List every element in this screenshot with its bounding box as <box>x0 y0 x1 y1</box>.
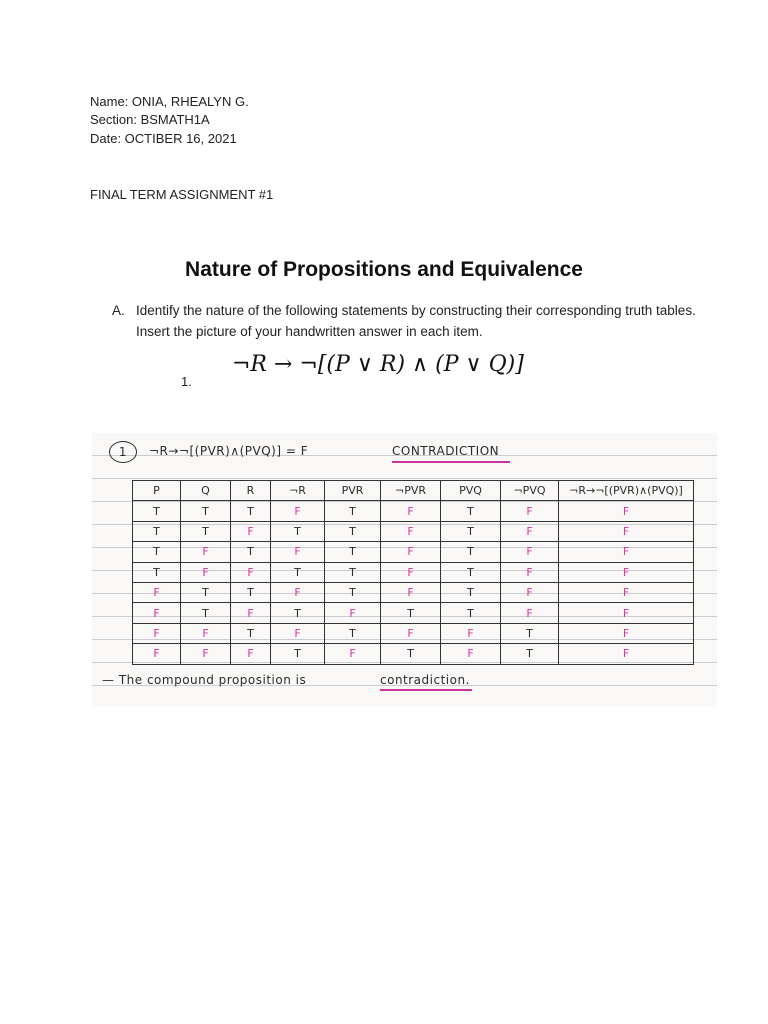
table-cell: T <box>181 582 231 602</box>
table-row <box>133 603 694 623</box>
table-cell: T <box>441 521 501 541</box>
table-cell: F <box>181 542 231 562</box>
table-cell: T <box>133 542 181 562</box>
instruction-text: Identify the nature of the following statements by constructing their corresponding truth tables. Insert the picture of your handwritten answer in each item. <box>136 303 696 339</box>
table-cell: F <box>381 501 441 521</box>
table-cell: T <box>441 542 501 562</box>
handwritten-heading: ¬R→¬[(PVR)∧(PVQ)] = F <box>149 444 309 458</box>
table-row <box>133 644 694 664</box>
table-cell: F <box>133 623 181 643</box>
instruction-label: A. <box>112 303 125 318</box>
column-header: ¬R→¬[(PVR)∧(PVQ)] <box>559 481 694 501</box>
table-cell: T <box>133 562 181 582</box>
table-cell: T <box>271 644 325 664</box>
table-cell: F <box>181 623 231 643</box>
table-cell: F <box>381 542 441 562</box>
column-header: PVQ <box>441 481 501 501</box>
table-cell: T <box>271 603 325 623</box>
column-header: P <box>133 481 181 501</box>
page-title: Nature of Propositions and Equivalence <box>185 258 583 281</box>
table-cell: F <box>181 562 231 582</box>
table-cell: T <box>231 582 271 602</box>
table-cell: F <box>271 582 325 602</box>
table-cell: F <box>441 644 501 664</box>
table-cell: F <box>559 542 694 562</box>
table-cell: F <box>501 521 559 541</box>
student-section: Section: BSMATH1A <box>90 112 210 127</box>
table-cell: F <box>325 603 381 623</box>
table-cell: F <box>501 582 559 602</box>
table-cell: F <box>501 501 559 521</box>
table-cell: T <box>441 582 501 602</box>
conclusion-text: — The compound proposition is <box>102 673 307 687</box>
table-cell: F <box>231 644 271 664</box>
table-row <box>133 501 694 521</box>
column-header: ¬PVQ <box>501 481 559 501</box>
table-cell: T <box>325 582 381 602</box>
table-cell: F <box>501 603 559 623</box>
table-cell: F <box>271 501 325 521</box>
verdict-underline <box>392 461 510 463</box>
table-cell: F <box>381 562 441 582</box>
table-cell: T <box>381 644 441 664</box>
table-cell: F <box>133 582 181 602</box>
table-cell: F <box>559 562 694 582</box>
table-cell: F <box>271 623 325 643</box>
table-cell: T <box>181 603 231 623</box>
table-cell: F <box>559 521 694 541</box>
table-cell: F <box>559 603 694 623</box>
table-row <box>133 562 694 582</box>
table-cell: F <box>181 644 231 664</box>
table-cell: T <box>501 644 559 664</box>
table-cell: T <box>325 562 381 582</box>
table-cell: T <box>325 542 381 562</box>
table-cell: F <box>325 644 381 664</box>
column-header: Q <box>181 481 231 501</box>
table-cell: T <box>133 521 181 541</box>
table-cell: F <box>133 603 181 623</box>
table-row <box>133 582 694 602</box>
table-cell: F <box>231 603 271 623</box>
student-name: Name: ONIA, RHEALYN G. <box>90 94 249 109</box>
submission-date: Date: OCTIBER 16, 2021 <box>90 131 237 146</box>
item-formula: ¬R → ¬[(P ∨ R) ∧ (P ∨ Q)] <box>232 352 524 377</box>
table-cell: F <box>271 542 325 562</box>
table-cell: T <box>181 521 231 541</box>
table-cell: F <box>501 562 559 582</box>
table-cell: F <box>381 623 441 643</box>
table-row <box>133 521 694 541</box>
assignment-label: FINAL TERM ASSIGNMENT #1 <box>90 187 274 202</box>
table-cell: T <box>325 521 381 541</box>
truth-table <box>132 480 694 665</box>
table-cell: T <box>231 542 271 562</box>
table-cell: T <box>325 623 381 643</box>
item-number: 1. <box>181 374 192 389</box>
table-row <box>133 623 694 643</box>
table-cell: T <box>133 501 181 521</box>
table-cell: T <box>181 501 231 521</box>
conclusion-word: contradiction. <box>380 673 470 687</box>
table-cell: F <box>501 542 559 562</box>
table-cell: T <box>501 623 559 643</box>
column-header: ¬PVR <box>381 481 441 501</box>
truth-table-header-row <box>133 481 694 501</box>
column-header: ¬R <box>271 481 325 501</box>
table-cell: T <box>231 501 271 521</box>
table-cell: F <box>559 644 694 664</box>
column-header: R <box>231 481 271 501</box>
table-cell: T <box>441 501 501 521</box>
table-cell: T <box>325 501 381 521</box>
table-cell: F <box>559 623 694 643</box>
table-cell: T <box>231 623 271 643</box>
table-cell: T <box>441 562 501 582</box>
table-cell: F <box>381 521 441 541</box>
table-row <box>133 542 694 562</box>
table-cell: F <box>559 501 694 521</box>
table-cell: T <box>381 603 441 623</box>
table-cell: T <box>271 562 325 582</box>
handwritten-answer-photo <box>92 433 717 707</box>
table-cell: F <box>441 623 501 643</box>
handwritten-verdict: CONTRADICTION <box>392 444 500 458</box>
column-header: PVR <box>325 481 381 501</box>
table-cell: F <box>559 582 694 602</box>
conclusion-underline <box>380 689 472 691</box>
table-cell: T <box>271 521 325 541</box>
table-cell: F <box>231 521 271 541</box>
table-cell: F <box>231 562 271 582</box>
table-cell: F <box>381 582 441 602</box>
table-cell: T <box>441 603 501 623</box>
circled-item-number: 1 <box>109 441 137 463</box>
table-cell: F <box>133 644 181 664</box>
